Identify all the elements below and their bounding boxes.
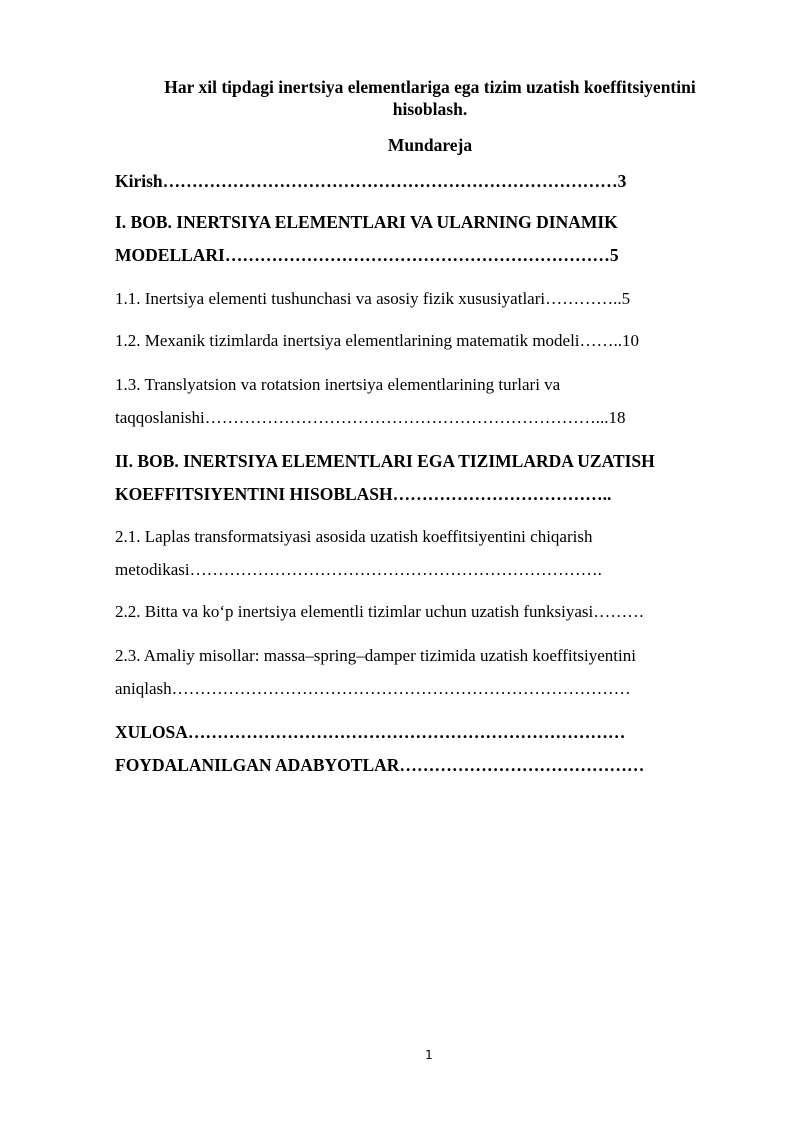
document-title (130, 76, 730, 120)
toc-section-1-2: 1.2. Mexanik tizimlarda inertsiya elementlarining matematik modeli……..10 (115, 331, 640, 350)
toc-section-2-3-line-2: aniqlash……………………………………………………………………… (115, 679, 631, 698)
toc-entry-introduction: Kirish……………………………………………………………………3 (115, 171, 627, 191)
title-line-2: hisoblash. (392, 99, 468, 119)
toc-section-1-1: 1.1. Inertsiya elementi tushunchasi va asosiy fizik xususiyatlari…………..5 (115, 289, 631, 308)
toc-section-2-1-line-2: metodikasi………………………………………………………………. (115, 560, 602, 579)
toc-section-1-3-line-2: taqqoslanishi……………………………………………………………...18 (115, 408, 626, 427)
toc-section-2-2: 2.2. Bitta va koʻp inertsiya elementli tizimlar uchun uzatish funksiyasi……… (115, 602, 645, 621)
toc-heading: Mundareja (387, 135, 473, 155)
title-line-1: Har xil tipdagi inertsiya elementlariga ega tizim uzatish koeffitsiyentini (164, 77, 696, 97)
toc-chapter-2-line-1: II. BOB. INERTSIYA ELEMENTLARI EGA TIZIMLARDA UZATISH (115, 451, 655, 471)
page-number: 1 (425, 1048, 433, 1062)
toc-chapter-1-line-1: I. BOB. INERTSIYA ELEMENTLARI VA ULARNING DINAMIK (115, 212, 618, 232)
toc-entry-references: FOYDALANILGAN ADABYOTLAR…………………………………… (115, 755, 645, 775)
toc-section-2-1-line-1: 2.1. Laplas transformatsiyasi asosida uzatish koeffitsiyentini chiqarish (115, 527, 593, 546)
toc-section-1-3-line-1: 1.3. Translyatsion va rotatsion inertsiya elementlarining turlari va (115, 375, 561, 394)
toc-section-2-3-line-1: 2.3. Amaliy misollar: massa–spring–damper tizimida uzatish koeffitsiyentini (115, 646, 636, 665)
toc-chapter-2-line-2: KOEFFITSIYENTINI HISOBLASH……………………………….. (115, 484, 612, 504)
toc-entry-conclusion: XULOSA………………………………………………………………… (115, 722, 626, 742)
toc-chapter-1-line-2: MODELLARI…………………………………………………………5 (115, 245, 619, 265)
